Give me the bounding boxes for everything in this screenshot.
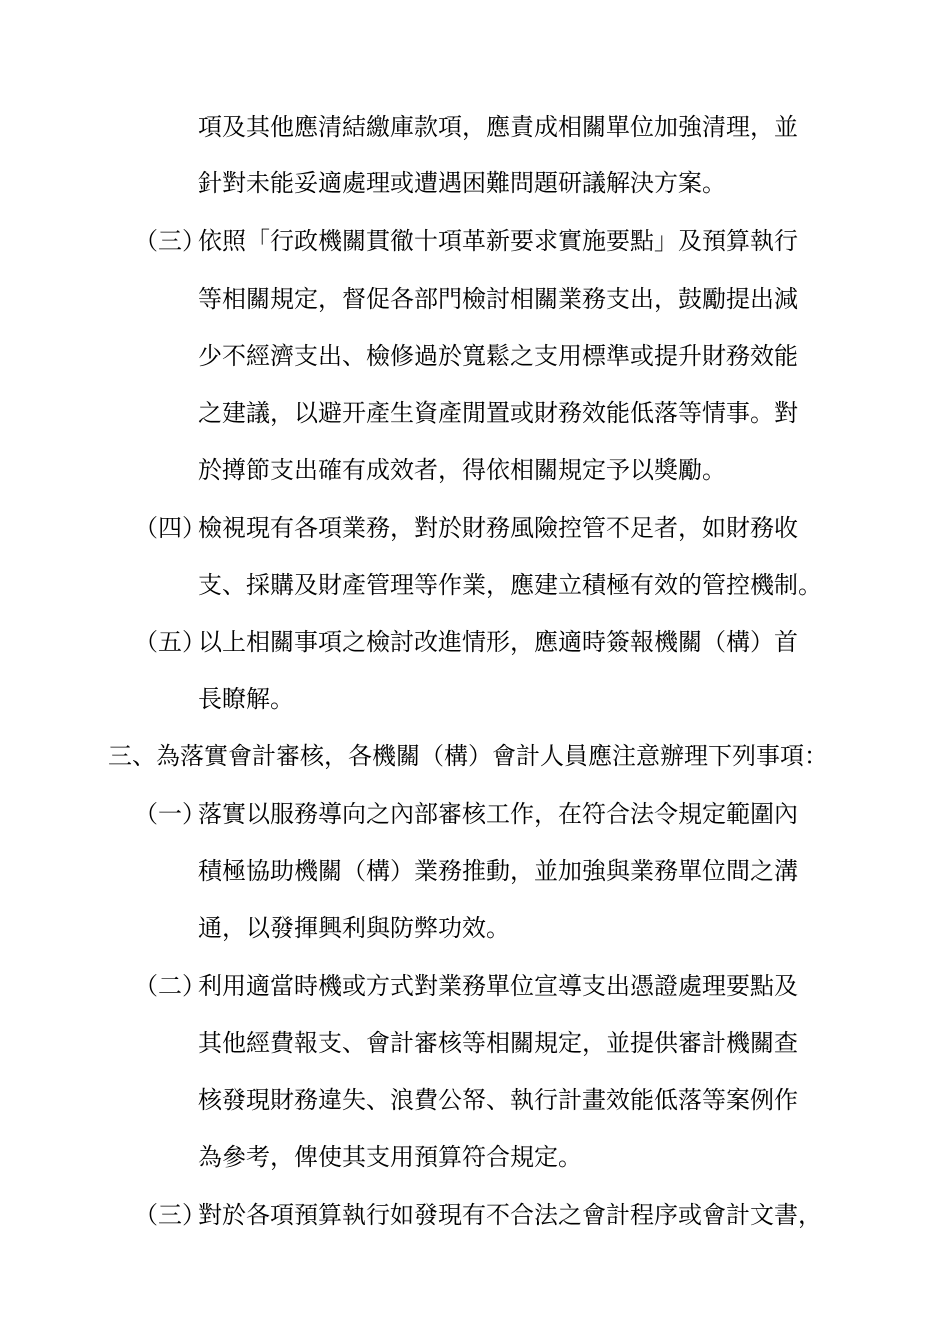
paragraph-line: 檢視現有各項業務，對於財務風險控管不足者，如財務收 xyxy=(198,514,798,542)
paragraph-line: 長瞭解。 xyxy=(198,685,294,713)
paragraph-line: 以上相關事項之檢討改進情形，應適時簽報機關（構）首 xyxy=(198,628,798,656)
item-label-3: （三） xyxy=(134,227,206,255)
paragraph-line: 支、採購及財產管理等作業，應建立積極有效的管控機制。 xyxy=(198,571,822,599)
item-label-4: （四） xyxy=(134,514,206,542)
section-heading-3: 三、為落實會計審核，各機關（構）會計人員應注意辦理下列事項： xyxy=(108,742,828,770)
paragraph-line: 之建議，以避开產生資產閒置或財務效能低落等情事。對 xyxy=(198,399,798,427)
paragraph-line: 於撙節支出確有成效者，得依相關規定予以獎勵。 xyxy=(198,456,726,484)
paragraph-line: 其他經費報支、會計審核等相關規定，並提供審計機關查 xyxy=(198,1029,798,1057)
item-label-5: （五） xyxy=(134,628,206,656)
paragraph-line: 項及其他應清結繳庫款項，應責成相關單位加強清理，並 xyxy=(198,113,798,141)
paragraph-line: 針對未能妥適處理或遭遇困難問題研議解決方案。 xyxy=(198,169,726,197)
paragraph-line: 通，以發揮興利與防弊功效。 xyxy=(198,914,510,942)
paragraph-line: 積極協助機關（構）業務推動，並加強與業務單位間之溝 xyxy=(198,857,798,885)
paragraph-line: 利用適當時機或方式對業務單位宣導支出憑證處理要點及 xyxy=(198,972,798,1000)
paragraph-line: 對於各項預算執行如發現有不合法之會計程序或會計文書， xyxy=(198,1201,822,1229)
paragraph-line: 落實以服務導向之內部審核工作，在符合法令規定範圍內 xyxy=(198,800,798,828)
item-label-2: （二） xyxy=(134,972,206,1000)
paragraph-line: 少不經濟支出、檢修過於寬鬆之支用標準或提升財務效能 xyxy=(198,342,798,370)
item-label-3b: （三） xyxy=(134,1201,206,1229)
paragraph-line: 核發現財務違失、浪費公帑、執行計畫效能低落等案例作 xyxy=(198,1086,798,1114)
paragraph-line: 等相關規定，督促各部門檢討相關業務支出，鼓勵提出減 xyxy=(198,285,798,313)
item-label-1: （一） xyxy=(134,800,206,828)
paragraph-line: 依照「行政機關貫徹十項革新要求實施要點」及預算執行 xyxy=(198,227,798,255)
paragraph-line: 為參考，俾使其支用預算符合規定。 xyxy=(198,1143,582,1171)
